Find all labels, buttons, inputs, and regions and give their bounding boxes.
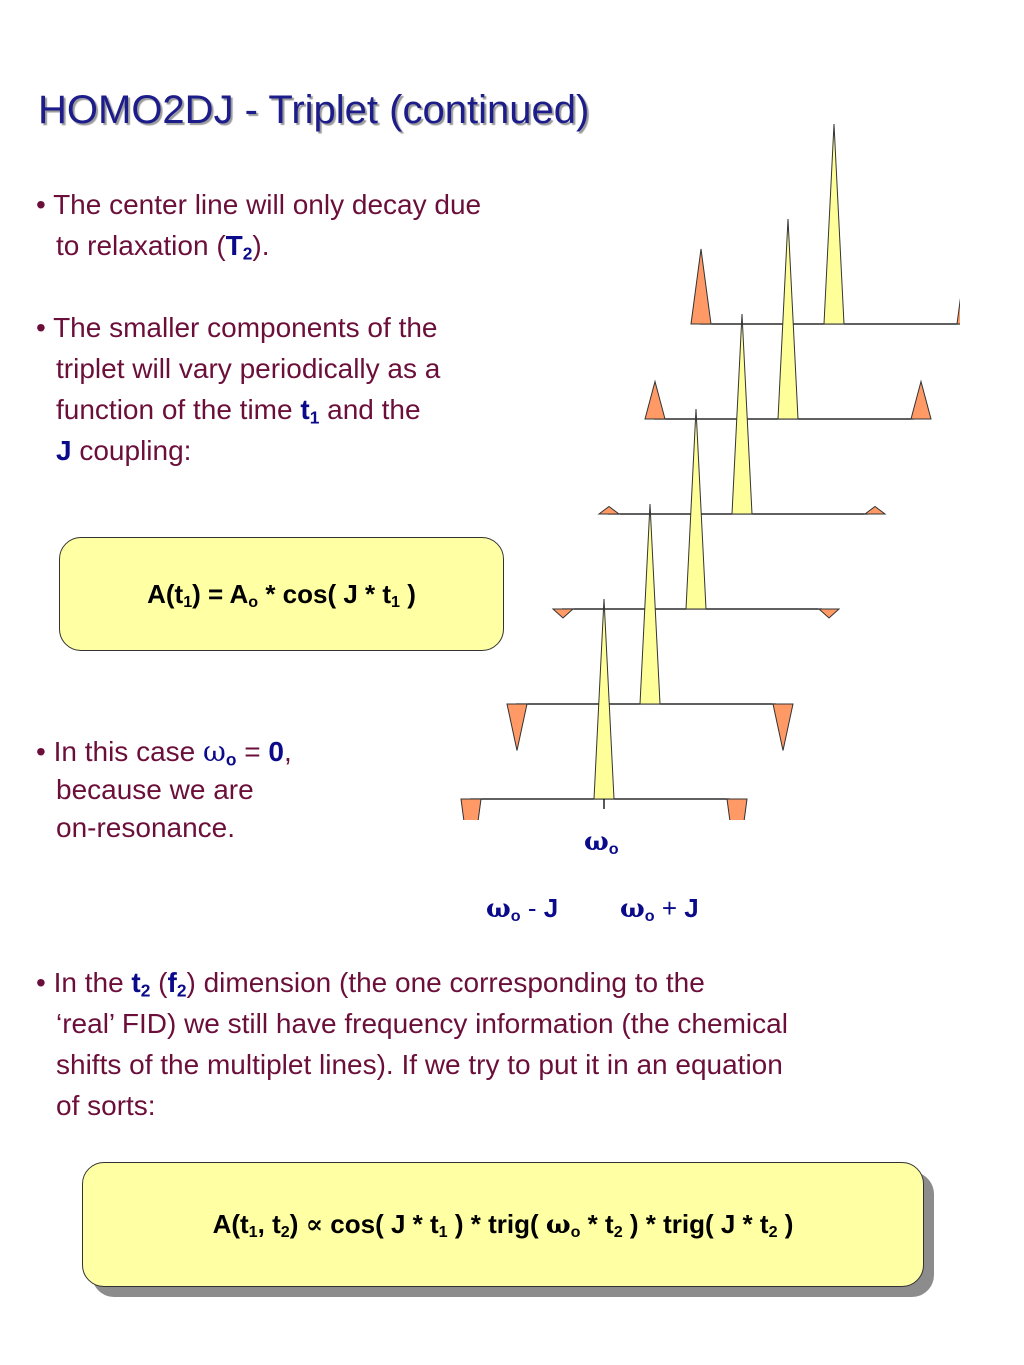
side-peak-right-row-2	[773, 704, 793, 751]
label-omega-minus-j: $\omega_o$ - J	[486, 893, 559, 926]
side-peak-left-row-4	[599, 507, 619, 515]
side-peak-right-row-5	[911, 382, 931, 420]
equation-box-amplitude	[59, 537, 504, 651]
bullet-smaller-components: • The smaller components of the triplet will vary periodically as a function of the time $t_1$ and the J coupling:	[36, 312, 441, 466]
center-peak-row-1	[594, 599, 614, 799]
bullet-on-resonance: • In this case $\omega_o = 0$, because we are on-resonance.	[36, 735, 292, 843]
side-peak-right-row-1	[727, 799, 747, 820]
bullet-center-line: • The center line will only decay due to relaxation $(T_2)$.	[36, 189, 482, 264]
center-peak-row-4	[732, 314, 752, 514]
side-peak-right-row-3	[819, 609, 839, 618]
side-peak-left-row-1	[461, 799, 481, 820]
slide-title: HOMO2DJ - Triplet (continued)	[38, 88, 590, 132]
center-peak-row-6	[824, 124, 844, 324]
side-peak-right-row-6	[957, 249, 960, 324]
side-peak-left-row-3	[553, 609, 573, 618]
equation-amplitude: $A(t_1) = A_o * \cos$( J * $t_1$ )	[147, 578, 416, 611]
bullet-t2-dimension: • In the $t_2$ $(f_2)$ dimension (the one corresponding to the ‘real’ FID) we still have frequency information (the chemical shifts of the multiplet lines). If we try to put it in an equation of sorts:	[36, 967, 788, 1121]
side-peak-right-row-4	[865, 507, 885, 515]
center-peak-row-2	[640, 504, 660, 704]
label-omega-o: $\omega_o$	[584, 827, 619, 859]
equation-2d: $A(t_1$, $t_2) \propto \cos$( J * $t_1$ ) * trig( $\omega_o * t_2$ ) * trig( J * $t_2$ )	[212, 1209, 794, 1242]
label-omega-plus-j: $\omega_o + J$	[620, 893, 699, 926]
triplet-stack-diagram	[440, 120, 960, 820]
side-peak-left-row-5	[645, 382, 665, 420]
side-peak-left-row-2	[507, 704, 527, 751]
center-peak-row-3	[686, 409, 706, 609]
equation-box-2d	[82, 1162, 924, 1287]
side-peak-left-row-6	[691, 249, 711, 324]
center-peak-row-5	[778, 219, 798, 419]
